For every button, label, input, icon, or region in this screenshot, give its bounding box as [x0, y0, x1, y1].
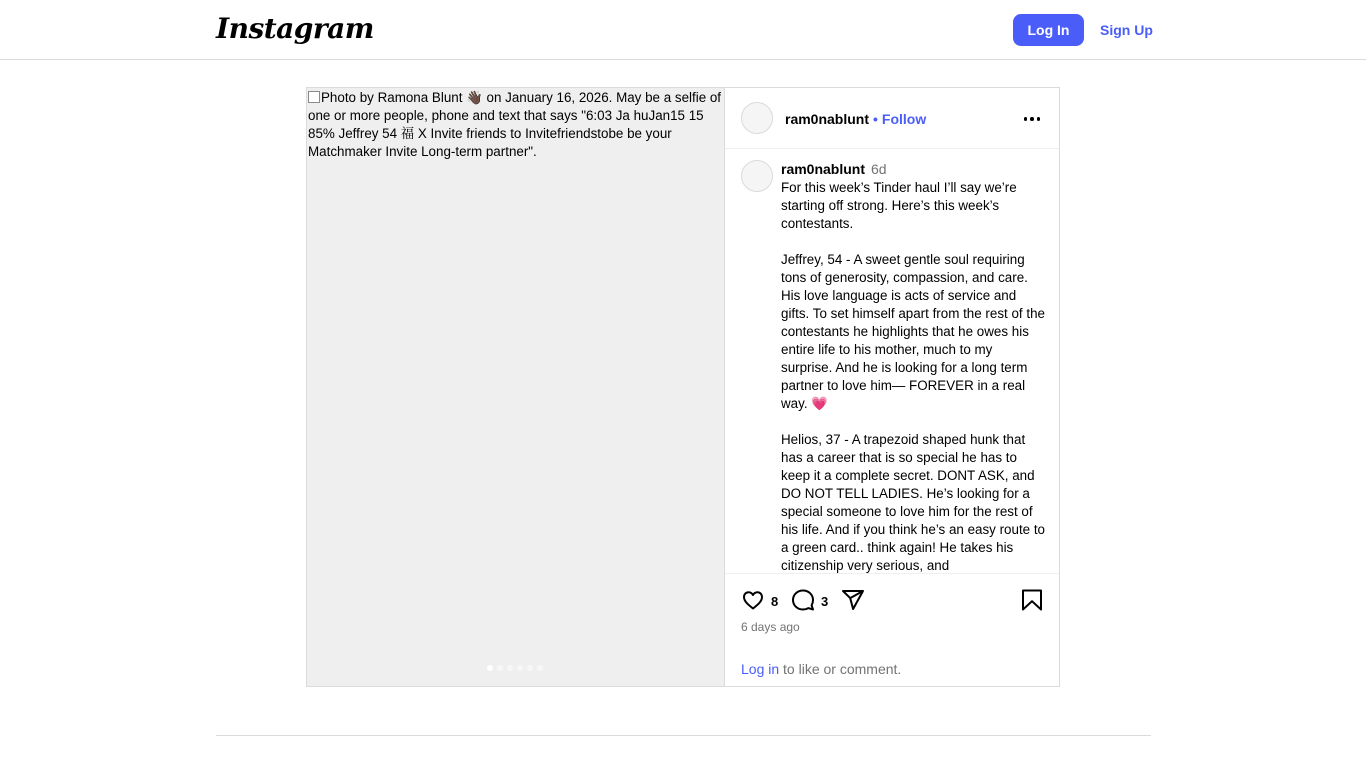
- carousel-dot: [507, 665, 513, 671]
- post-media[interactable]: [307, 88, 725, 686]
- carousel-dot: [517, 665, 523, 671]
- carousel-dot: [527, 665, 533, 671]
- login-prompt: [741, 661, 901, 677]
- more-icon-dot: [1030, 117, 1034, 121]
- caption-text: For this week’s Tinder haul I’ll say we’re starting off strong. Here’s this week’s contestants. Jeffrey, 54 - A sweet gentle soul requiring tons of generosity, compassion, and care. His love language is acts of service and gifts. To set himself apart from the rest of the contestants he highlights that he owes his entire life to his mother, much to my surprise. And he is looking for a long term partner to love him— FOREVER in a real way. 💗 Helios, 37 - A trapezoid shaped hunk that has a career that is so special he has to keep it a complete secret. DONT ASK, and DO NOT TELL LADIES. He’s looking for a special someone to love him for the rest of his life. And if you think he’s an easy route to a green card.. think again! He takes his citizenship very serious, and: [781, 180, 1046, 573]
- post-card: [306, 87, 1060, 687]
- follow-button[interactable]: Follow: [881, 111, 927, 127]
- like-button[interactable]: [741, 588, 765, 617]
- dot-separator: •: [873, 111, 878, 127]
- author-line: [785, 111, 926, 127]
- carousel-dot: [487, 665, 493, 671]
- post-actions: [725, 573, 1059, 687]
- comment-count[interactable]: 3: [821, 594, 829, 609]
- heart-icon: [741, 588, 765, 612]
- post-image-alt: Photo by Ramona Blunt 👋🏿 on January 16, 2026. May be a selfie of one or more people, phone and text that says "6:03 Ja huJan15 15 85% Jeffrey 54 福 X Invite friends to Invitefriendstobe be your Matchmaker Invite Long-term partner".: [308, 90, 722, 159]
- post-timestamp[interactable]: 6 days ago: [741, 620, 800, 634]
- more-icon-dot: [1037, 117, 1041, 121]
- comment-button[interactable]: [791, 588, 815, 617]
- save-button[interactable]: [1021, 588, 1043, 617]
- caption-username[interactable]: ram0nablunt: [781, 161, 866, 177]
- author-avatar[interactable]: [741, 102, 773, 134]
- post-header: [725, 88, 1059, 149]
- signup-button[interactable]: Sign Up: [1094, 14, 1159, 46]
- carousel-indicator: [487, 665, 543, 671]
- more-icon: [1024, 117, 1028, 121]
- carousel-dot: [537, 665, 543, 671]
- instagram-logo[interactable]: Instagram: [216, 12, 374, 45]
- login-button[interactable]: Log In: [1013, 14, 1084, 46]
- author-username[interactable]: ram0nablunt: [785, 111, 870, 127]
- share-icon: [841, 588, 865, 612]
- post-image-alt-text: [308, 89, 722, 161]
- like-count[interactable]: 8: [771, 594, 779, 609]
- share-button[interactable]: [841, 588, 865, 617]
- login-prompt-text: to like or comment.: [779, 661, 902, 677]
- bookmark-icon: [1021, 588, 1043, 612]
- carousel-dot: [497, 665, 503, 671]
- comment-icon: [791, 588, 815, 612]
- caption-section[interactable]: [725, 149, 1059, 573]
- caption-avatar[interactable]: [741, 160, 773, 192]
- broken-image-icon: [308, 91, 320, 103]
- login-link[interactable]: Log in: [741, 661, 780, 677]
- footer-divider: [216, 735, 1151, 736]
- post-sidebar: [725, 88, 1059, 686]
- top-navigation-bar: [0, 0, 1366, 60]
- more-options-button[interactable]: [1020, 108, 1044, 130]
- caption-time[interactable]: 6d: [871, 161, 887, 177]
